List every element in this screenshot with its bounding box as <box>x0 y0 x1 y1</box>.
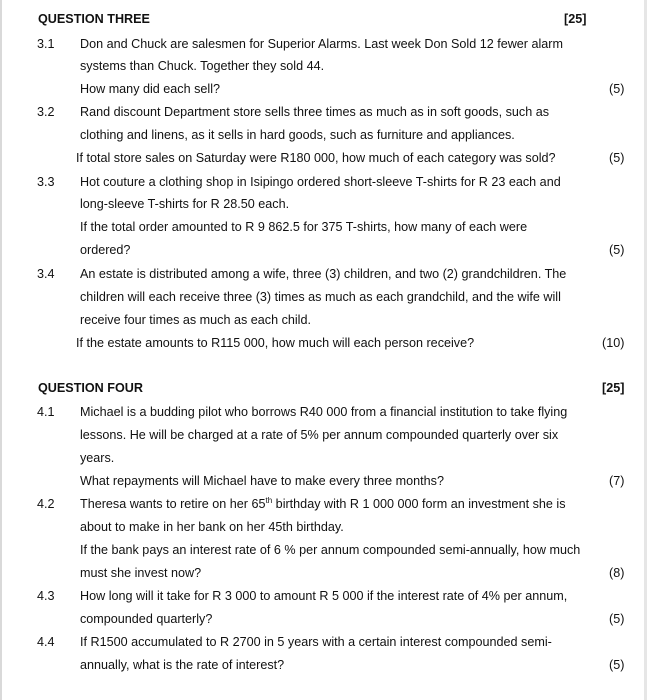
question-marks: (5) <box>609 612 625 626</box>
question-text-line: Michael is a budding pilot who borrows R40 000 from a financial institution to take flying <box>80 405 568 419</box>
question-text-line: long-sleeve T-shirts for R 28.50 each. <box>80 197 290 211</box>
question-number: 3.4 <box>37 267 55 281</box>
ordinal-superscript: th <box>265 495 273 505</box>
question-marks: (5) <box>609 151 625 165</box>
question-text-line: annually, what is the rate of interest? <box>80 658 285 672</box>
question-marks: (7) <box>609 474 625 488</box>
question-text-line: If the total order amounted to R 9 862.5 for 375 T-shirts, how many of each were <box>80 220 528 234</box>
question-text-line: receive four times as much as each child. <box>80 313 311 327</box>
question-text-line: compounded quarterly? <box>80 612 213 626</box>
question-text-line: What repayments will Michael have to make every three months? <box>80 474 444 488</box>
question-text-line: Rand discount Department store sells three times as much as in soft goods, such as <box>80 105 549 119</box>
section-total-marks: [25] <box>602 381 625 395</box>
question-marks: (5) <box>609 243 625 257</box>
question-text-part: birthday with R 1 000 000 form an investment she is <box>272 497 566 511</box>
question-text-line: about to make in her bank on her 45th birthday. <box>80 520 344 534</box>
section-total-marks: [25] <box>564 12 587 26</box>
question-text-line: must she invest now? <box>80 566 202 580</box>
question-text-line: years. <box>80 451 115 465</box>
question-text-line: How long will it take for R 3 000 to amount R 5 000 if the interest rate of 4% per annum, <box>80 589 568 603</box>
question-text-line <box>80 496 566 512</box>
scan-left-edge <box>0 0 2 700</box>
section-heading-question-three: QUESTION THREE <box>38 12 150 26</box>
question-text-line: clothing and linens, as it sells in hard goods, such as furniture and appliances. <box>80 128 515 142</box>
question-marks: (10) <box>602 336 625 350</box>
question-text-line: ordered? <box>80 243 131 257</box>
question-number: 3.2 <box>37 105 55 119</box>
question-text-line: If the bank pays an interest rate of 6 % per annum compounded semi-annually, how much <box>80 543 581 557</box>
question-text-line: If total store sales on Saturday were R180 000, how much of each category was sold? <box>76 151 556 165</box>
question-text-line: An estate is distributed among a wife, three (3) children, and two (2) grandchildren. The <box>80 267 567 281</box>
question-text-line: If the estate amounts to R115 000, how much will each person receive? <box>76 336 475 350</box>
question-text-line: systems than Chuck. Together they sold 44. <box>80 59 325 73</box>
question-text-line: lessons. He will be charged at a rate of 5% per annum compounded quarterly over six <box>80 428 559 442</box>
question-number: 4.4 <box>37 635 55 649</box>
question-text-line: Hot couture a clothing shop in Isipingo ordered short-sleeve T-shirts for R 23 each and <box>80 175 561 189</box>
question-marks: (8) <box>609 566 625 580</box>
question-number: 3.3 <box>37 175 55 189</box>
question-number: 3.1 <box>37 37 55 51</box>
question-number: 4.2 <box>37 497 55 511</box>
question-number: 4.1 <box>37 405 55 419</box>
question-marks: (5) <box>609 82 625 96</box>
question-text-line: If R1500 accumulated to R 2700 in 5 years with a certain interest compounded semi- <box>80 635 552 649</box>
question-marks: (5) <box>609 658 625 672</box>
question-number: 4.3 <box>37 589 55 603</box>
question-text-line: Don and Chuck are salesmen for Superior Alarms. Last week Don Sold 12 fewer alarm <box>80 37 563 51</box>
question-text-line: children will each receive three (3) times as much as each grandchild, and the wife will <box>80 290 561 304</box>
question-text-part: Theresa wants to retire on her 65 <box>80 497 266 511</box>
section-heading-question-four: QUESTION FOUR <box>38 381 143 395</box>
question-text-line: How many did each sell? <box>80 82 221 96</box>
